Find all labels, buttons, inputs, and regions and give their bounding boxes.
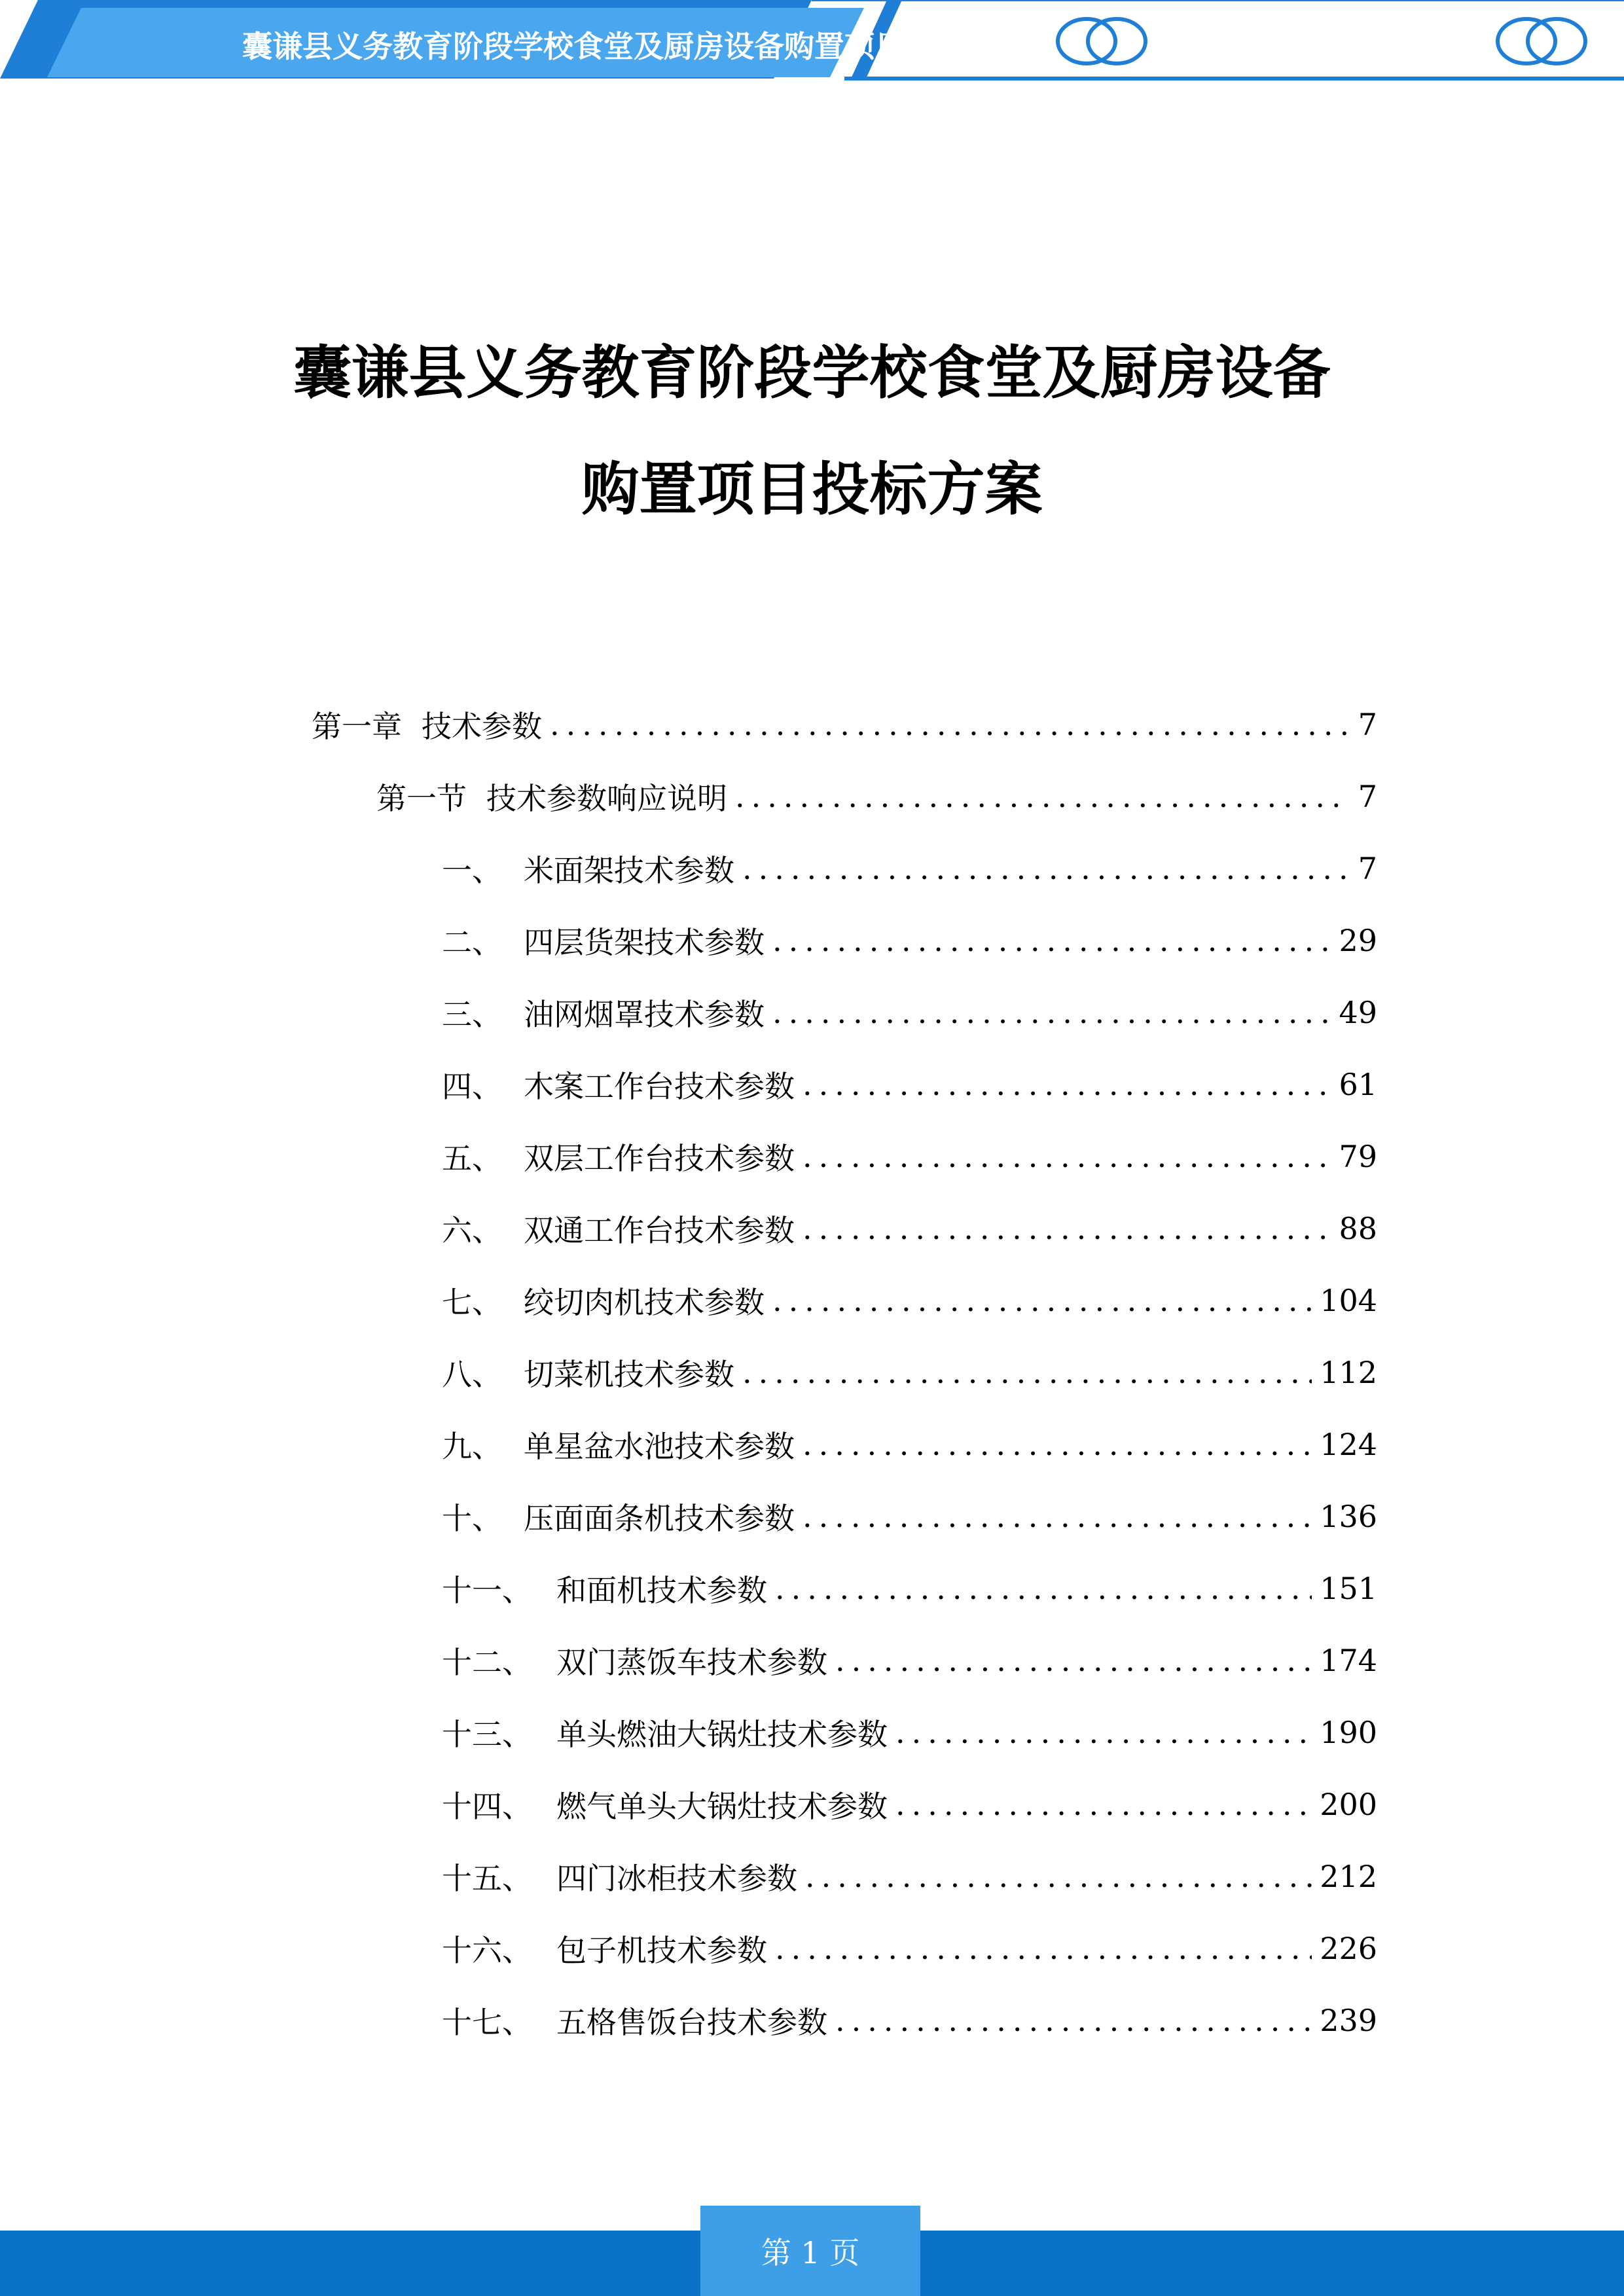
toc-page-number: 200 xyxy=(1320,1787,1377,1822)
toc-number: 十三、 xyxy=(442,1717,532,1752)
toc-title: 绞切肉机技术参数 xyxy=(524,1285,765,1320)
toc-entry-item[interactable] xyxy=(0,1768,1624,1840)
toc-title: 四门冰柜技术参数 xyxy=(556,1861,797,1896)
toc-title: 木案工作台技术参数 xyxy=(524,1069,795,1104)
toc-number: 三、 xyxy=(442,997,502,1032)
toc-number: 五、 xyxy=(442,1141,502,1176)
toc-leader-dots xyxy=(775,1571,1312,1606)
interlocking-rings-icon xyxy=(1492,12,1591,71)
toc-leader-dots xyxy=(742,1355,1312,1390)
toc-leader-dots xyxy=(550,707,1350,742)
toc-title: 和面机技术参数 xyxy=(556,1573,767,1608)
toc-number: 十二、 xyxy=(442,1645,532,1680)
toc-page-number: 151 xyxy=(1320,1571,1377,1606)
toc-leader-dots xyxy=(742,851,1350,886)
toc-number: 一、 xyxy=(442,853,502,888)
toc-leader-dots xyxy=(805,1859,1312,1894)
toc-leader-dots xyxy=(775,1931,1312,1966)
toc-page-number: 104 xyxy=(1320,1283,1377,1318)
toc-leader-dots xyxy=(735,779,1350,814)
toc-number: 十、 xyxy=(442,1501,502,1536)
toc-entry-item[interactable] xyxy=(0,1336,1624,1408)
toc-number: 六、 xyxy=(442,1213,502,1248)
toc-entry-item[interactable] xyxy=(0,1552,1624,1624)
toc-number: 十五、 xyxy=(442,1861,532,1896)
toc-number: 二、 xyxy=(442,925,502,960)
toc-page-number: 49 xyxy=(1339,995,1377,1030)
toc-title: 燃气单头大锅灶技术参数 xyxy=(556,1789,888,1824)
toc-title: 包子机技术参数 xyxy=(556,1933,767,1968)
toc-page-number: 174 xyxy=(1320,1643,1377,1678)
toc-leader-dots xyxy=(895,1715,1312,1750)
toc-title: 双层工作台技术参数 xyxy=(524,1141,795,1176)
toc-entry-item[interactable] xyxy=(0,1193,1624,1265)
toc-number: 第一章 xyxy=(312,709,402,744)
toc-entry-item[interactable] xyxy=(0,1696,1624,1768)
toc-leader-dots xyxy=(772,923,1331,958)
toc-page-number: 136 xyxy=(1320,1499,1377,1534)
toc-leader-dots xyxy=(835,2003,1312,2038)
toc-entry-item[interactable] xyxy=(0,1912,1624,1984)
toc-page-number: 239 xyxy=(1320,2003,1377,2038)
toc-leader-dots xyxy=(803,1427,1312,1462)
toc-title: 切菜机技术参数 xyxy=(524,1357,734,1392)
toc-page-number: 7 xyxy=(1358,707,1377,742)
toc-title: 技术参数响应说明 xyxy=(486,781,727,816)
toc-leader-dots xyxy=(895,1787,1312,1822)
header-title: 囊谦县义务教育阶段学校食堂及厨房设备购置项目投标方案 xyxy=(242,29,1025,64)
toc-number: 十四、 xyxy=(442,1789,532,1824)
toc-entry-item[interactable] xyxy=(0,905,1624,977)
toc-title: 压面面条机技术参数 xyxy=(524,1501,795,1536)
toc-leader-dots xyxy=(803,1211,1331,1246)
toc-entry-item[interactable] xyxy=(0,1408,1624,1480)
toc-title: 双门蒸饭车技术参数 xyxy=(556,1645,827,1680)
toc-number: 十七、 xyxy=(442,2005,532,2040)
toc-entry-item[interactable] xyxy=(0,833,1624,905)
toc-title: 双通工作台技术参数 xyxy=(524,1213,795,1248)
toc-page-number: 61 xyxy=(1339,1067,1377,1102)
toc-number: 八、 xyxy=(442,1357,502,1392)
toc-entry-item[interactable] xyxy=(0,1840,1624,1912)
toc-leader-dots xyxy=(772,1283,1312,1318)
toc-entry-section-1[interactable] xyxy=(0,761,1624,833)
toc-title: 米面架技术参数 xyxy=(524,853,734,888)
toc-page-number: 190 xyxy=(1320,1715,1377,1750)
toc-title: 油网烟罩技术参数 xyxy=(524,997,765,1032)
toc-number: 九、 xyxy=(442,1429,502,1464)
toc-number: 第一节 xyxy=(376,781,467,816)
toc-number: 十六、 xyxy=(442,1933,532,1968)
toc-number: 十一、 xyxy=(442,1573,532,1608)
toc-entry-chapter-1[interactable] xyxy=(0,689,1624,761)
toc-entry-item[interactable] xyxy=(0,1265,1624,1336)
toc-entry-item[interactable] xyxy=(0,1049,1624,1121)
toc-leader-dots xyxy=(803,1139,1331,1174)
toc-leader-dots xyxy=(835,1643,1312,1678)
document-title-line-1: 囊谦县义务教育阶段学校食堂及厨房设备 xyxy=(293,339,1331,406)
toc-page-number: 226 xyxy=(1320,1931,1377,1966)
toc-number: 四、 xyxy=(442,1069,502,1104)
interlocking-rings-icon xyxy=(1053,12,1151,71)
toc-entry-item[interactable] xyxy=(0,1984,1624,2056)
toc-leader-dots xyxy=(803,1499,1312,1534)
toc-number: 七、 xyxy=(442,1285,502,1320)
toc-page-number: 88 xyxy=(1339,1211,1377,1246)
toc-leader-dots xyxy=(803,1067,1331,1102)
toc-entry-item[interactable] xyxy=(0,1480,1624,1552)
table-of-contents xyxy=(0,689,1624,2056)
toc-entry-item[interactable] xyxy=(0,1624,1624,1696)
page-number-label: 第 1 页 xyxy=(700,2206,920,2296)
toc-title: 单星盆水池技术参数 xyxy=(524,1429,795,1464)
toc-page-number: 212 xyxy=(1320,1859,1377,1894)
toc-title: 四层货架技术参数 xyxy=(524,925,765,960)
toc-title: 单头燃油大锅灶技术参数 xyxy=(556,1717,888,1752)
toc-page-number: 79 xyxy=(1339,1139,1377,1174)
toc-page-number: 124 xyxy=(1320,1427,1377,1462)
toc-leader-dots xyxy=(772,995,1331,1030)
toc-title: 五格售饭台技术参数 xyxy=(556,2005,827,2040)
toc-page-number: 7 xyxy=(1358,851,1377,886)
toc-page-number: 7 xyxy=(1358,779,1377,814)
toc-page-number: 29 xyxy=(1339,923,1377,958)
toc-entry-item[interactable] xyxy=(0,977,1624,1049)
toc-title: 技术参数 xyxy=(422,709,542,744)
toc-entry-item[interactable] xyxy=(0,1121,1624,1193)
toc-page-number: 112 xyxy=(1320,1355,1377,1390)
document-title-line-2: 购置项目投标方案 xyxy=(581,456,1043,523)
